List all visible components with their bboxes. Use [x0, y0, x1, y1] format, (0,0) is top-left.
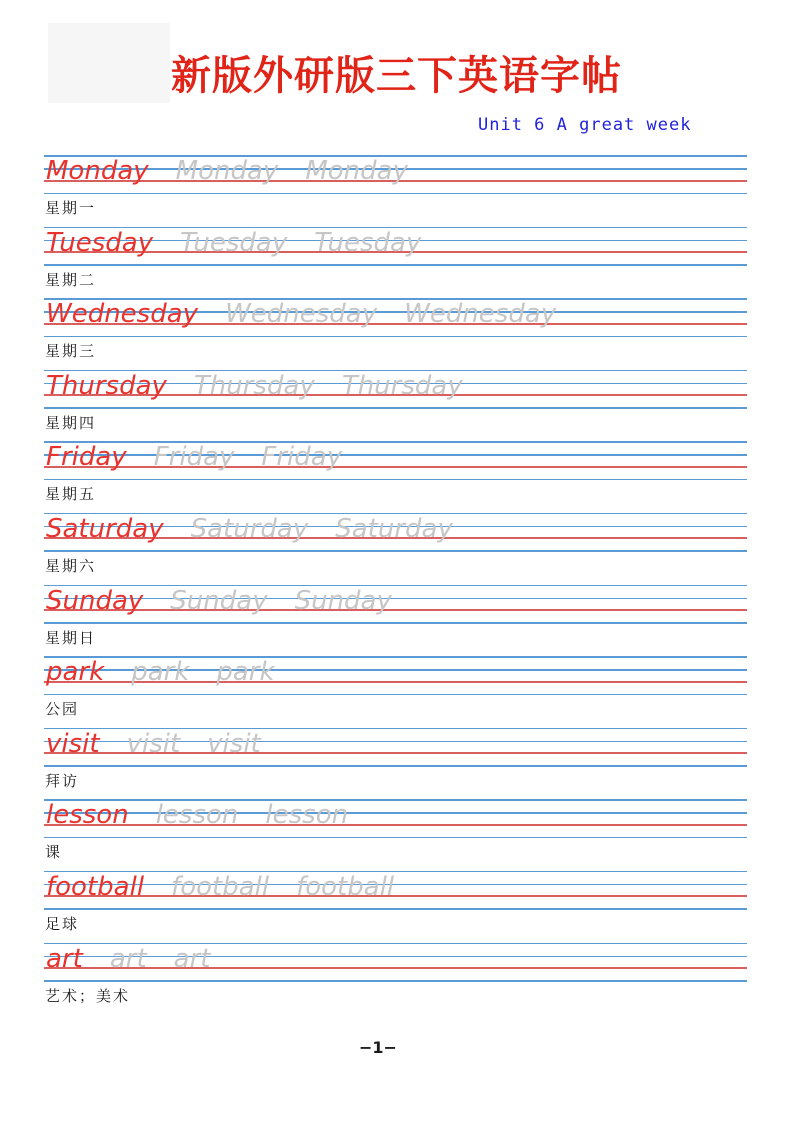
practice-row: [44, 513, 747, 585]
word-group: [46, 299, 557, 330]
practice-word-red: football: [46, 871, 145, 902]
practice-word-red: park: [46, 657, 105, 688]
word-translation: 星期二: [45, 272, 97, 289]
practice-word-red: Wednesday: [46, 299, 199, 330]
writing-grid-line-top: [44, 943, 747, 945]
word-translation: 星期五: [45, 487, 97, 504]
page-number: −1−: [359, 1038, 397, 1057]
practice-word-trace: Thursday: [341, 370, 463, 401]
writing-grid-line-bottom: [44, 765, 747, 767]
practice-row: [44, 227, 747, 299]
writing-grid-line-bottom: [44, 479, 747, 481]
practice-row: [44, 155, 747, 227]
writing-grid-line-top: [44, 585, 747, 587]
word-group: [46, 585, 392, 616]
practice-word-trace: lesson: [155, 800, 239, 831]
practice-word-trace: Wednesday: [225, 299, 378, 330]
practice-row: [44, 656, 747, 728]
word-translation: 公园: [45, 702, 80, 719]
practice-word-trace: Friday: [153, 442, 235, 473]
practice-row: [44, 298, 747, 370]
practice-word-trace: Wednesday: [404, 299, 557, 330]
practice-word-red: Thursday: [46, 370, 167, 401]
writing-grid-line-bottom: [44, 264, 747, 266]
practice-word-trace: visit: [126, 728, 181, 759]
practice-word-red: lesson: [46, 800, 129, 831]
writing-grid-line-top: [44, 441, 747, 443]
word-group: [46, 800, 349, 831]
practice-word-trace: art: [173, 943, 211, 974]
practice-word-trace: Sunday: [294, 585, 392, 616]
word-translation: 课: [45, 845, 63, 862]
practice-row: [44, 370, 747, 442]
practice-word-trace: Monday: [305, 156, 408, 186]
word-translation: 拜访: [45, 773, 80, 790]
word-group: [46, 442, 343, 473]
practice-row: [44, 799, 747, 871]
writing-grid-line-top: [44, 871, 747, 873]
page-title: 新版外研版三下英语字帖: [171, 53, 622, 98]
writing-grid-line-bottom: [44, 622, 747, 624]
practice-row: [44, 728, 747, 800]
practice-word-trace: Tuesday: [314, 227, 422, 258]
word-group: [46, 728, 261, 759]
practice-rows-container: [44, 155, 747, 1014]
writing-grid-line-bottom: [44, 908, 747, 910]
practice-word-red: Tuesday: [46, 227, 154, 258]
practice-word-trace: park: [216, 657, 275, 688]
practice-word-trace: Thursday: [193, 370, 315, 401]
practice-row: [44, 943, 747, 1015]
practice-word-trace: art: [109, 943, 147, 974]
practice-word-trace: football: [296, 871, 395, 902]
practice-word-red: Saturday: [46, 513, 164, 544]
practice-word-trace: football: [171, 871, 270, 902]
word-translation: 星期一: [45, 201, 97, 217]
practice-word-trace: Saturday: [190, 513, 309, 544]
word-group: [46, 158, 408, 184]
practice-word-trace: park: [131, 657, 190, 688]
practice-word-red: art: [46, 943, 83, 974]
word-group: [46, 943, 211, 974]
word-translation: 星期三: [45, 344, 97, 361]
practice-word-trace: lesson: [265, 800, 349, 831]
practice-row: [44, 585, 747, 657]
writing-grid-line-bottom: [44, 550, 747, 552]
writing-grid-line-bottom: [44, 336, 747, 338]
word-group: [46, 227, 422, 258]
word-group: [46, 657, 275, 688]
word-translation: 足球: [45, 916, 80, 933]
word-translation: 星期六: [45, 558, 97, 575]
writing-grid-line-top: [44, 799, 747, 801]
practice-word-trace: Friday: [261, 442, 343, 473]
writing-grid-line-bottom: [44, 193, 747, 195]
practice-word-trace: Monday: [175, 156, 279, 186]
word-translation: 星期日: [45, 630, 97, 647]
writing-grid-line-bottom: [44, 407, 747, 409]
word-group: [46, 513, 453, 544]
practice-word-red: visit: [46, 728, 100, 759]
practice-row: [44, 441, 747, 513]
word-group: [46, 370, 463, 401]
practice-word-trace: Sunday: [170, 585, 268, 616]
word-translation: 艺术；美术: [45, 988, 131, 1005]
unit-subtitle: Unit 6 A great week: [478, 115, 692, 135]
practice-word-trace: Tuesday: [180, 227, 288, 258]
practice-word-red: Monday: [46, 156, 149, 186]
word-group: [46, 871, 395, 902]
practice-word-trace: visit: [207, 728, 261, 759]
practice-word-trace: Saturday: [335, 513, 453, 544]
writing-grid-line-bottom: [44, 837, 747, 839]
practice-word-red: Friday: [46, 442, 127, 473]
writing-grid-line-bottom: [44, 694, 747, 696]
word-translation: 星期四: [45, 415, 97, 432]
practice-row: [44, 871, 747, 943]
writing-grid-line-bottom: [44, 980, 747, 982]
practice-word-red: Sunday: [46, 585, 144, 616]
